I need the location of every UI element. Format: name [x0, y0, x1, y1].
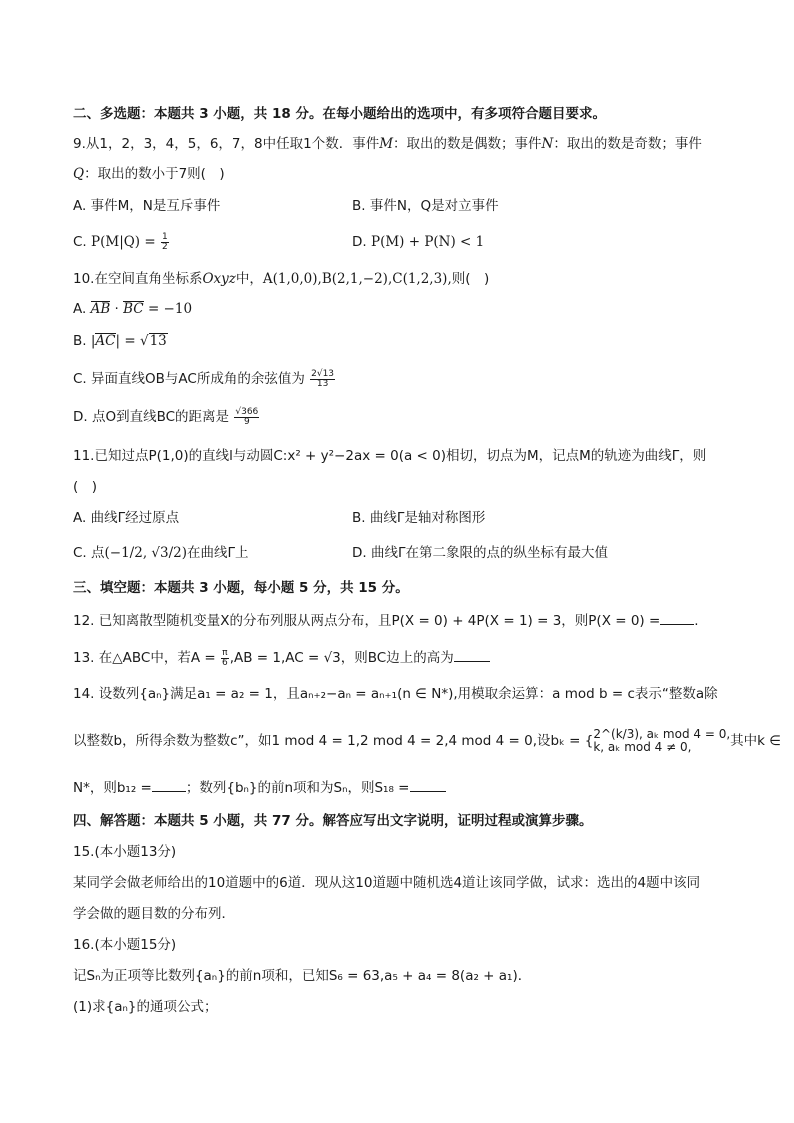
q14-line2-text: 以整数b，所得余数为整数c”，如1 mod 4 = 1,2 mod 4 = 2,4 mod 4 = 0,设bₖ = {	[73, 733, 594, 749]
q16-line2: (1)求{aₙ}的通项公式；	[73, 999, 218, 1015]
q12-answer-blank[interactable]	[660, 623, 694, 625]
q11-option-a: A. 曲线Γ经过原点	[73, 510, 180, 526]
fraction-denominator: 13	[316, 378, 329, 389]
sqrt-radicand: 13	[149, 333, 167, 349]
q14-line1: 14. 设数列{aₙ}满足a₁ = a₂ = 1，且aₙ₊₂−aₙ = aₙ₊₁(n ∈ N*),用模取余运算：a mod b = c表示“整数a除	[73, 686, 718, 702]
q9-option-a: A. 事件M，N是互斥事件	[73, 198, 221, 214]
q13-answer-blank[interactable]	[454, 660, 490, 662]
q10-stem	[73, 269, 489, 289]
q12-period: .	[694, 613, 699, 629]
q15-line1: 某同学会做老师给出的10道题中的6道．现从这10道题中随机选4道让该同学做，试求：选出的4题中该同	[73, 875, 701, 891]
q11-option-c-prefix: C. 点	[73, 545, 105, 561]
fraction-numerator: π	[222, 647, 228, 658]
q14-answer-blank-2[interactable]	[410, 790, 446, 792]
q13	[73, 648, 490, 668]
q13-angle-fraction	[221, 649, 229, 668]
q11-option-c	[73, 543, 249, 563]
q11-option-c-point: (−1/2, √3/2)	[104, 545, 187, 561]
q9-number: 9.	[73, 136, 86, 152]
q9-option-d-expr: P(M) + P(N) < 1	[370, 234, 485, 250]
q9-option-d	[352, 232, 484, 252]
q10-option-d-fraction	[234, 408, 259, 427]
q10-number: 10.	[73, 271, 95, 287]
q10-option-a-value: = −10	[143, 301, 193, 317]
q14-piecewise	[593, 728, 730, 754]
q14-line3-text1: N*，则b₁₂ =	[73, 780, 152, 796]
q14-piece1: 2^(k/3), aₖ mod 4 = 0,	[593, 727, 731, 741]
q9-event-m: M	[379, 136, 394, 152]
q11-stem-text: 已知过点P(1,0)的直线l与动圆C:x² + y²−2ax = 0(a < 0)相切，切点为M，记点M的轨迹为曲线Γ，则	[94, 448, 707, 464]
fraction-denominator: 6	[221, 657, 228, 668]
q10-option-a	[73, 299, 192, 319]
fraction-denominator: 9	[243, 416, 250, 427]
q12-text: 12. 已知离散型随机变量X的分布列服从两点分布，且P(X = 0) + 4P(X = 1) = 3，则P(X = 0) =	[73, 613, 661, 629]
dot-operator: ·	[110, 301, 124, 317]
q10-option-a-prefix: A.	[73, 301, 91, 317]
vector-ac: AC	[95, 333, 116, 349]
q9-option-b: B. 事件N，Q是对立事件	[352, 198, 499, 214]
q10-option-d-text: D. 点O到直线BC的距离是	[73, 409, 230, 425]
q14-line2-end: 其中k ∈	[730, 733, 782, 749]
q9-stem-line1	[73, 134, 702, 154]
sqrt-sign: √	[139, 333, 149, 349]
q9-option-c-expr: P(M|Q) =	[91, 234, 156, 250]
q10-coord-system: Oxyz	[202, 271, 236, 287]
q11-option-c-suffix: 在曲线Γ上	[187, 545, 249, 561]
q10-option-b-mid: | =	[115, 333, 140, 349]
q10-points: A(1,0,0),B(2,1,−2),C(1,2,3),	[262, 271, 452, 287]
q11-paren: ( )	[73, 479, 98, 495]
q11-option-b: B. 曲线Γ是轴对称图形	[352, 510, 486, 526]
q9-option-c	[73, 232, 170, 252]
q9-event-q: Q	[73, 166, 85, 182]
fraction-numerator: 2√13	[311, 368, 335, 379]
q14-line2	[73, 728, 781, 754]
fraction-denominator: 2	[161, 241, 168, 252]
q11-stem	[73, 446, 706, 466]
q13-text1: 13. 在△ABC中，若A =	[73, 650, 216, 666]
q14-line3-text2: ；数列{bₙ}的前n项和为Sₙ，则S₁₈ =	[185, 780, 410, 796]
q16-line1: 记Sₙ为正项等比数列{aₙ}的前n项和，已知S₆ = 63,a₅ + a₄ = 8(a₂ + a₁)．	[73, 968, 532, 984]
q15-line2: 学会做的题目数的分布列．	[73, 906, 235, 922]
q10-option-c-text: C. 异面直线OB与AC所成角的余弦值为	[73, 371, 305, 387]
q15-head: 15.(本小题13分)	[73, 844, 177, 860]
q9-text1: 从1，2，3，4，5，6，7，8中任取1个数．事件	[85, 136, 380, 152]
fraction-numerator: √366	[235, 406, 259, 417]
q9-event-n: N	[541, 136, 554, 152]
q11-number: 11.	[73, 448, 95, 464]
q16-head: 16.(本小题15分)	[73, 937, 177, 953]
q9-text3: ：取出的数是奇数；事件	[553, 136, 702, 152]
q14-answer-blank-1[interactable]	[152, 790, 186, 792]
q9-stem-line2	[73, 164, 225, 184]
q11-option-d: D. 曲线Γ在第二象限的点的纵坐标有最大值	[352, 545, 608, 561]
q9-text2: ：取出的数是偶数；事件	[393, 136, 542, 152]
q10-option-c-fraction	[310, 370, 335, 389]
section-4-title: 四、解答题：本题共 5 小题，共 77 分。解答应写出文字说明，证明过程或演算步骤。	[73, 813, 593, 829]
q13-text2: ,AB = 1,AC = √3，则BC边上的高为	[229, 650, 454, 666]
q9-text4: ：取出的数小于7则( )	[84, 166, 225, 182]
q14-piece2: k, aₖ mod 4 ≠ 0,	[593, 740, 692, 754]
vector-bc: BC	[123, 301, 144, 317]
section-2-title: 二、多选题：本题共 3 小题，共 18 分。在每小题给出的选项中，有多项符合题目要求。	[73, 106, 606, 122]
q9-option-c-fraction	[161, 233, 169, 252]
q10-option-c	[73, 369, 336, 389]
q12	[73, 611, 699, 631]
q10-option-b-prefix: B. |	[73, 333, 96, 349]
q10-stem-text3: 则( )	[451, 271, 490, 287]
vector-ab: AB	[90, 301, 111, 317]
q14-line3	[73, 778, 446, 798]
section-3-title: 三、填空题：本题共 3 小题，每小题 5 分，共 15 分。	[73, 580, 409, 596]
q10-stem-text2: 中，	[235, 271, 263, 287]
q10-option-b	[73, 331, 168, 351]
q10-stem-text1: 在空间直角坐标系	[94, 271, 203, 287]
q9-option-d-prefix: D.	[352, 234, 371, 250]
fraction-numerator: 1	[161, 231, 168, 242]
q10-option-d	[73, 407, 260, 427]
q9-option-c-prefix: C.	[73, 234, 92, 250]
